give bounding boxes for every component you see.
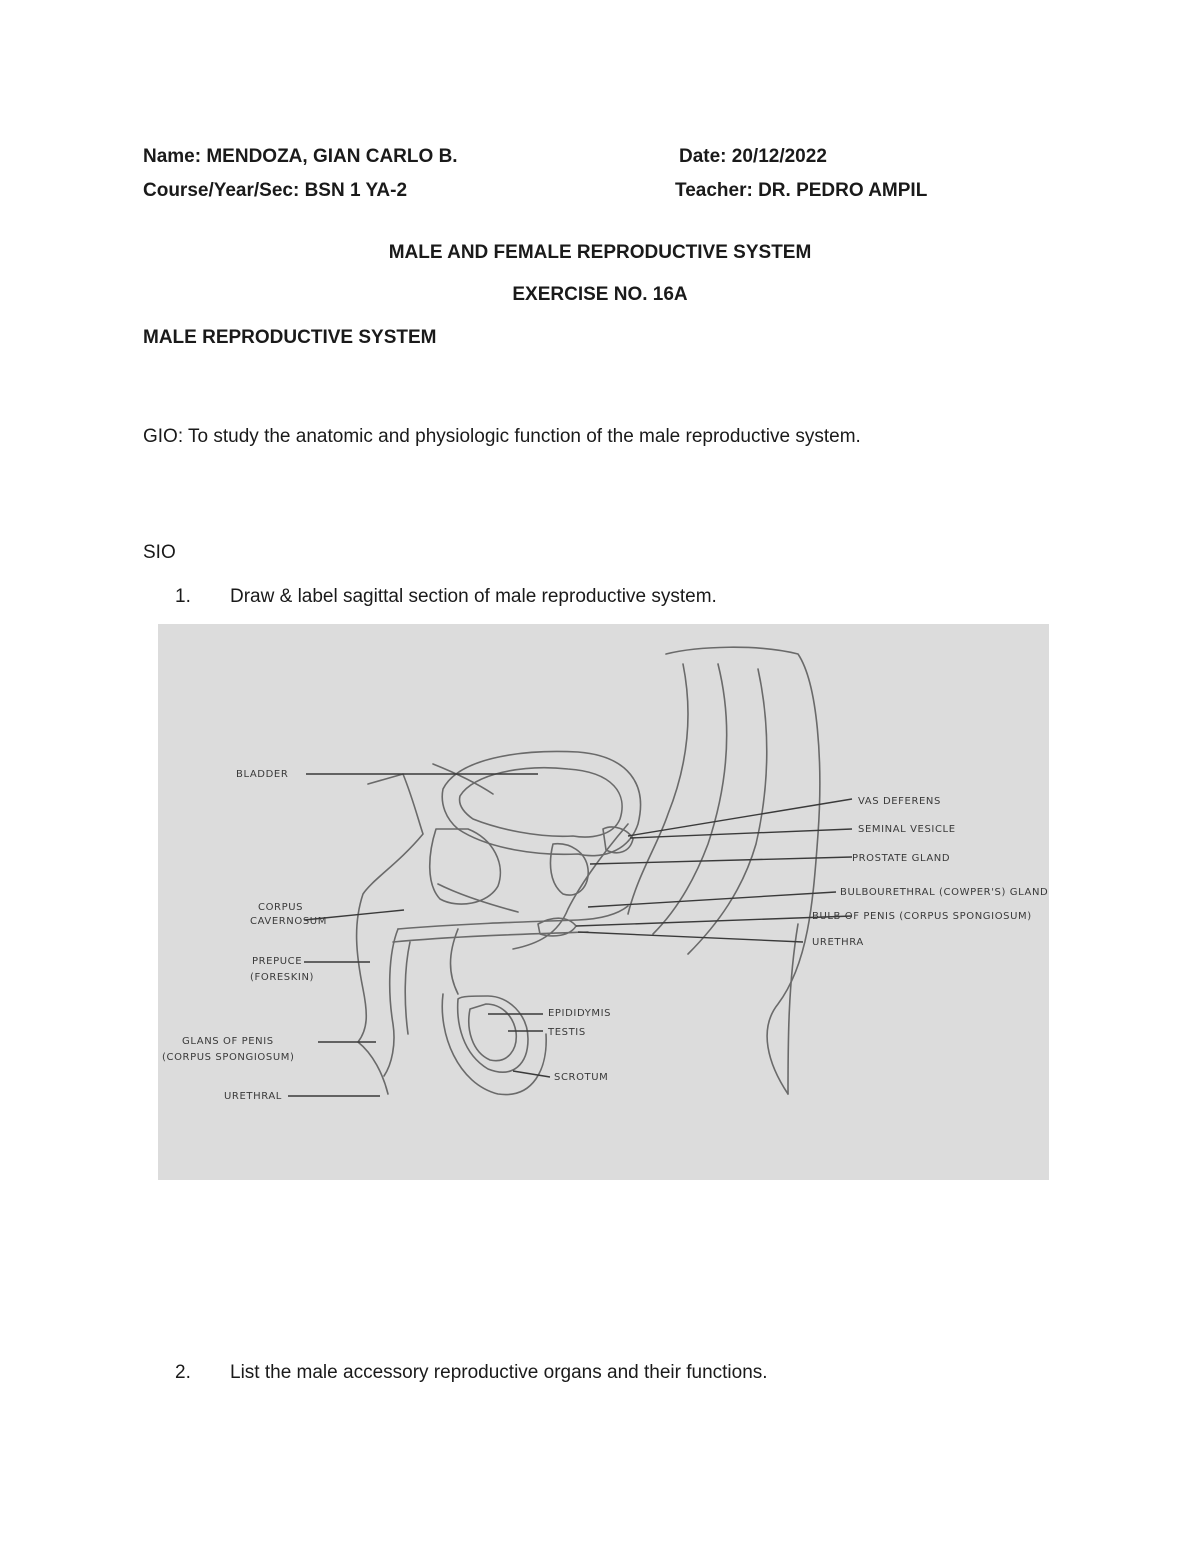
label-bulb-of-penis: BULB OF PENIS (CORPUS SPONGIOSUM) bbox=[812, 911, 1032, 922]
sio-item-text: Draw & label sagittal section of male reproductive system. bbox=[230, 586, 717, 607]
name-field: Name: MENDOZA, GIAN CARLO B. bbox=[143, 146, 458, 167]
label-vas-deferens: VAS DEFERENS bbox=[858, 796, 941, 807]
anatomy-drawing-photo bbox=[158, 624, 1049, 1180]
section-heading: MALE REPRODUCTIVE SYSTEM bbox=[143, 327, 437, 348]
teacher-field: Teacher: DR. PEDRO AMPIL bbox=[675, 180, 928, 201]
date-field: Date: 20/12/2022 bbox=[679, 146, 827, 167]
label-prepuce-line1: PREPUCE bbox=[252, 956, 303, 967]
label-seminal-vesicle: SEMINAL VESICLE bbox=[858, 824, 956, 835]
exercise-title: EXERCISE NO. 16A bbox=[512, 284, 688, 305]
sio-item-text: List the male accessory reproductive organs and their functions. bbox=[230, 1362, 768, 1383]
label-glans-line2: (CORPUS SPONGIOSUM) bbox=[162, 1052, 295, 1063]
label-bladder: BLADDER bbox=[236, 769, 289, 780]
label-corpus-cavernosum-line2: CAVERNOSUM bbox=[250, 916, 327, 927]
label-testis: TESTIS bbox=[548, 1027, 586, 1038]
label-epididymis: EPIDIDYMIS bbox=[548, 1008, 612, 1019]
sio-heading: SIO bbox=[143, 542, 176, 563]
label-prepuce-line2: (FORESKIN) bbox=[250, 972, 315, 983]
gio-statement: GIO: To study the anatomic and physiologic function of the male reproductive system. bbox=[143, 426, 861, 447]
sio-item-number: 1. bbox=[175, 586, 191, 607]
label-corpus-cavernosum-line1: CORPUS bbox=[258, 902, 304, 913]
sagittal-section-drawing bbox=[158, 624, 1049, 1180]
label-scrotum: SCROTUM bbox=[554, 1072, 609, 1083]
sio-item-number: 2. bbox=[175, 1362, 191, 1383]
course-field: Course/Year/Sec: BSN 1 YA-2 bbox=[143, 180, 408, 201]
label-urethral: URETHRAL bbox=[224, 1091, 282, 1102]
label-bulbourethral-gland: BULBOURETHRAL (COWPER'S) GLAND bbox=[840, 887, 1049, 898]
document-title: MALE AND FEMALE REPRODUCTIVE SYSTEM bbox=[388, 242, 812, 263]
label-urethra: URETHRA bbox=[812, 937, 864, 948]
label-glans-line1: GLANS OF PENIS bbox=[182, 1036, 274, 1047]
label-prostate-gland: PROSTATE GLAND bbox=[852, 853, 951, 864]
